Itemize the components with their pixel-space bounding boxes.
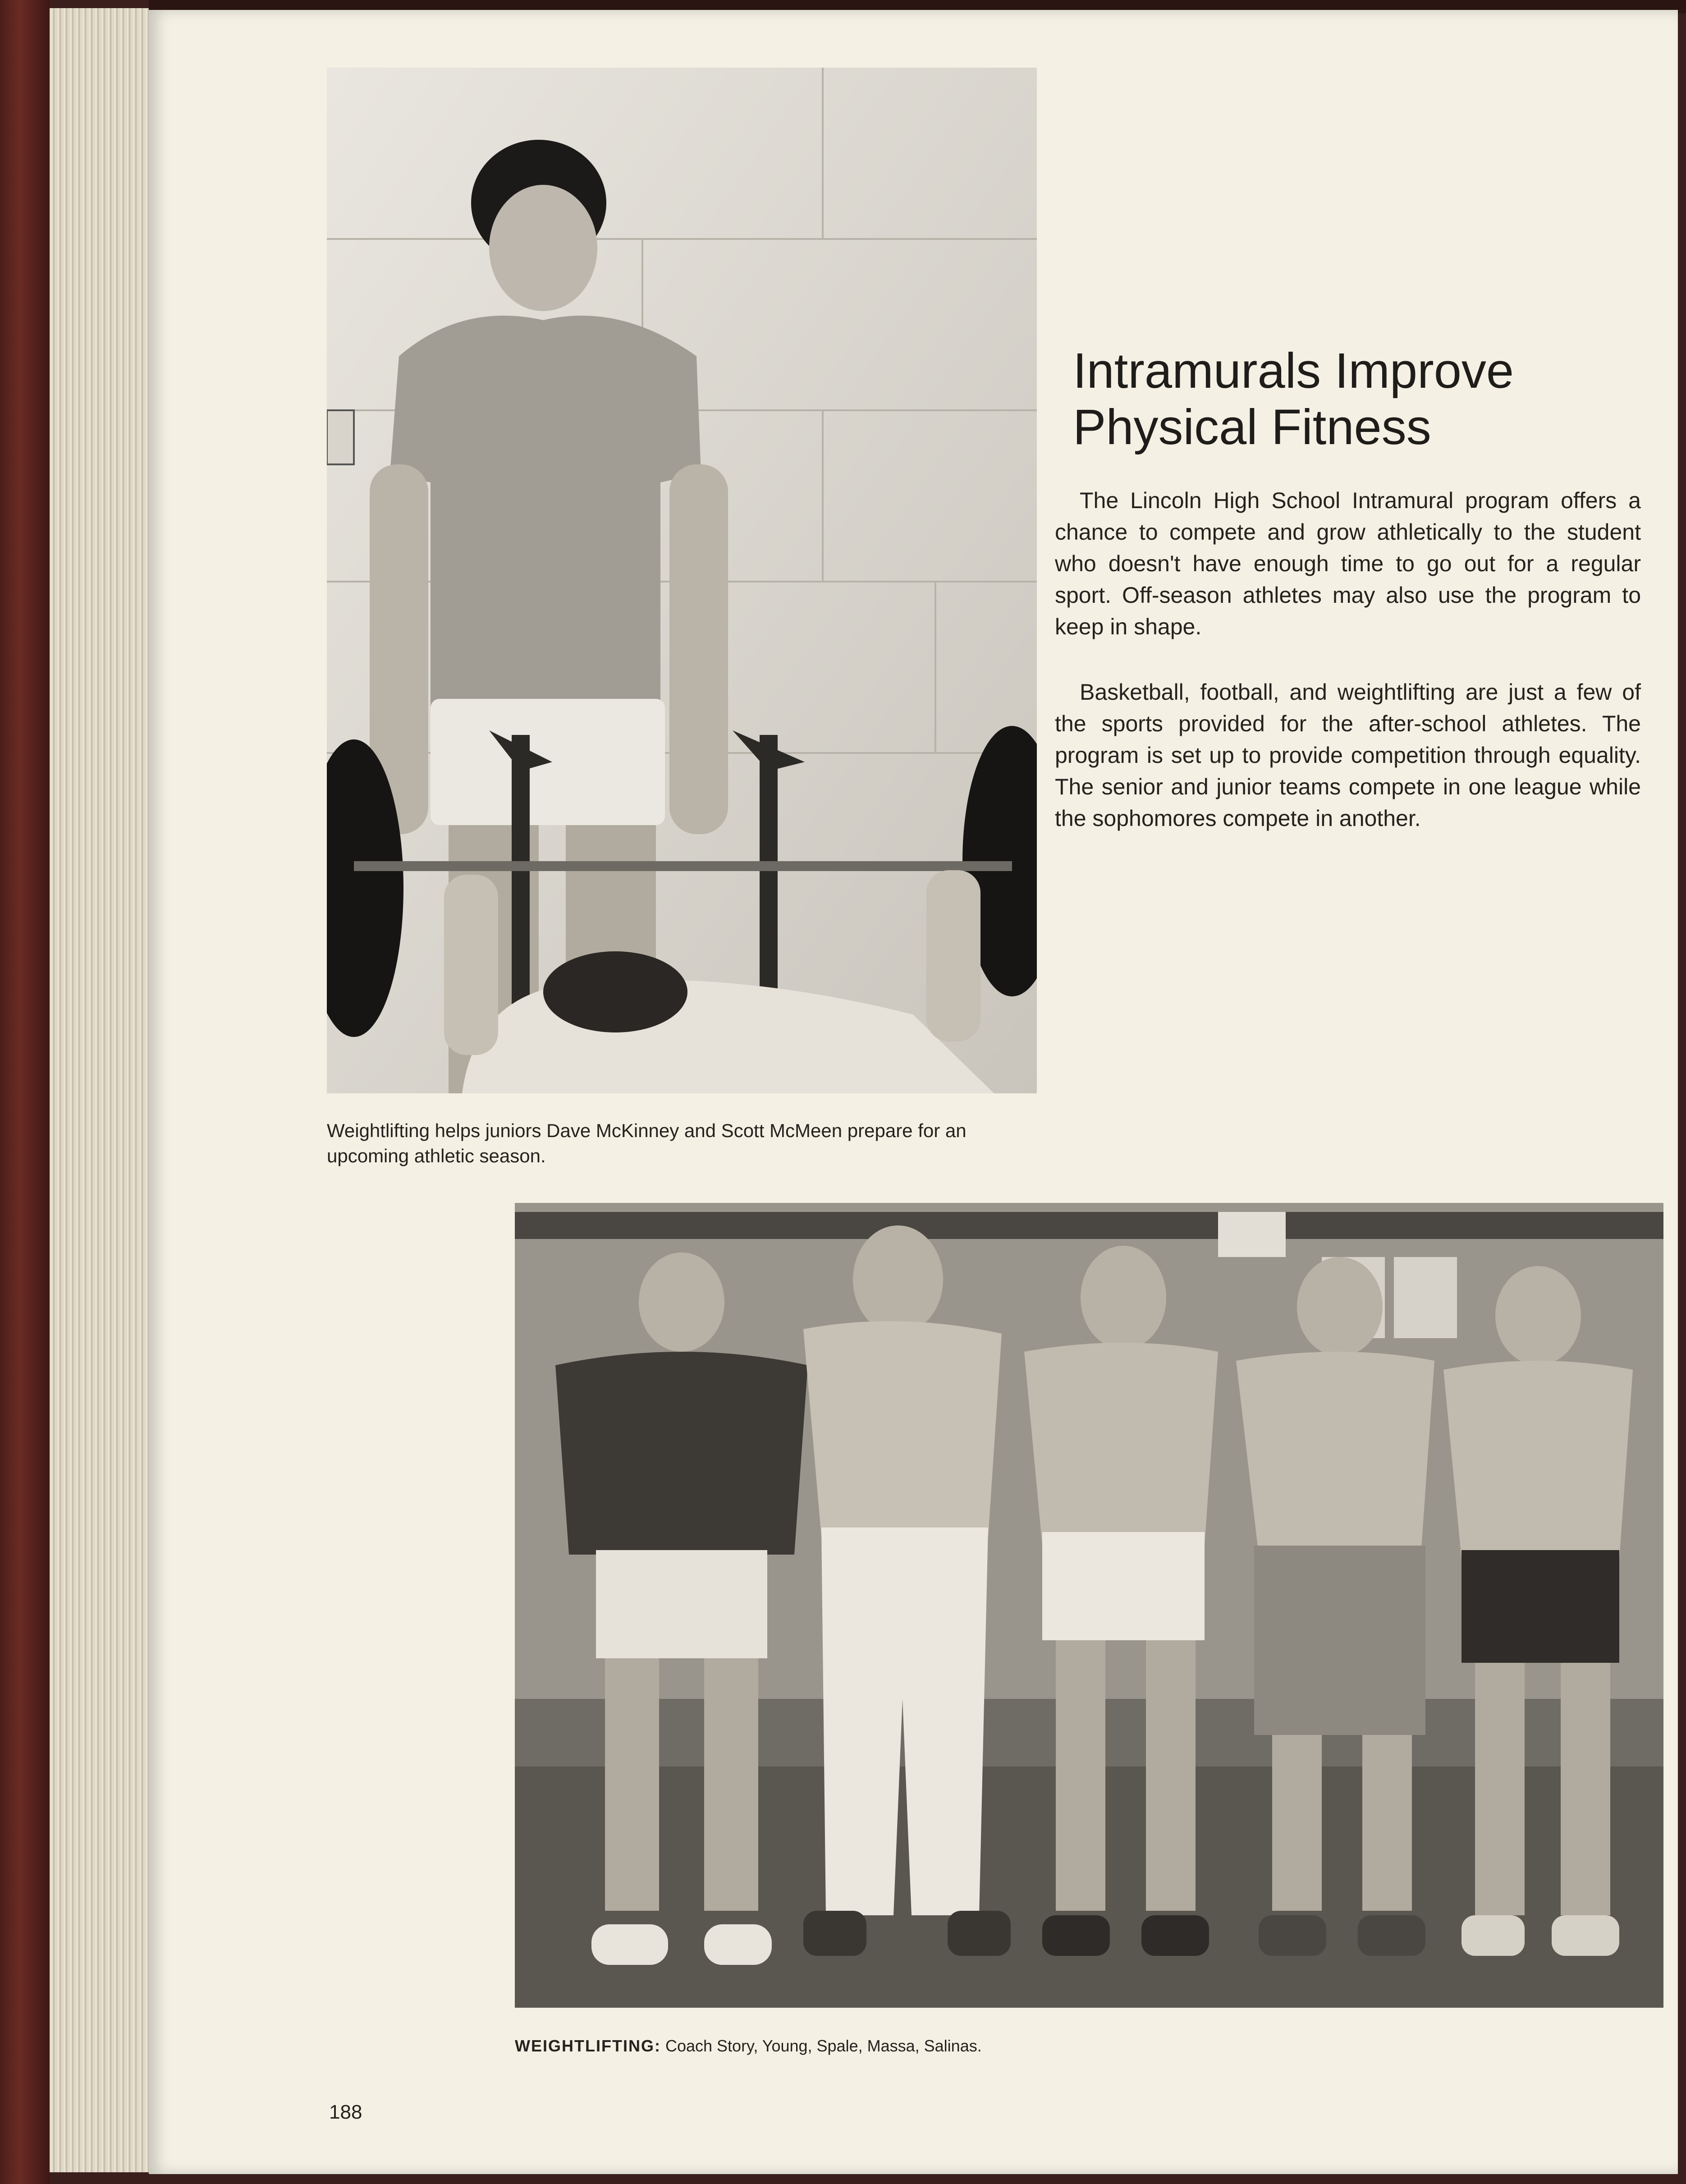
body-paragraph-1: The Lincoln High School Intramural program offers a chance to compete and grow athletically to the student who doesn't have enough time to go out for a regular sport. Off-season athletes may also use the program to keep in shape. — [1055, 488, 1641, 639]
page-number: 188 — [329, 2101, 362, 2123]
headline — [1073, 343, 1614, 455]
body-paragraph-2: Basketball, football, and weightlifting are just a few of the sports provided for the after-school athletes. The program is set up to provide competition through equality. The senior and junior teams compete in one league while the sophomores compete in another. — [1055, 679, 1641, 831]
photo1-caption: Weightlifting helps juniors Dave McKinney and Scott McMeen prepare for an upcoming athletic season. — [327, 1120, 967, 1166]
book-binding — [0, 0, 50, 2184]
photo2-caption-names: Coach Story, Young, Spale, Massa, Salinas. — [665, 2037, 982, 2055]
team-photo — [515, 1203, 1663, 2008]
page-edges — [50, 8, 153, 2172]
photo2-caption-label: WEIGHTLIFTING: — [515, 2037, 661, 2055]
photo2-caption — [515, 2036, 1663, 2056]
headline-line-2: Physical Fitness — [1073, 399, 1431, 455]
headline-line-1: Intramurals Improve — [1073, 343, 1514, 399]
weightlifting-photo — [327, 68, 1037, 1093]
